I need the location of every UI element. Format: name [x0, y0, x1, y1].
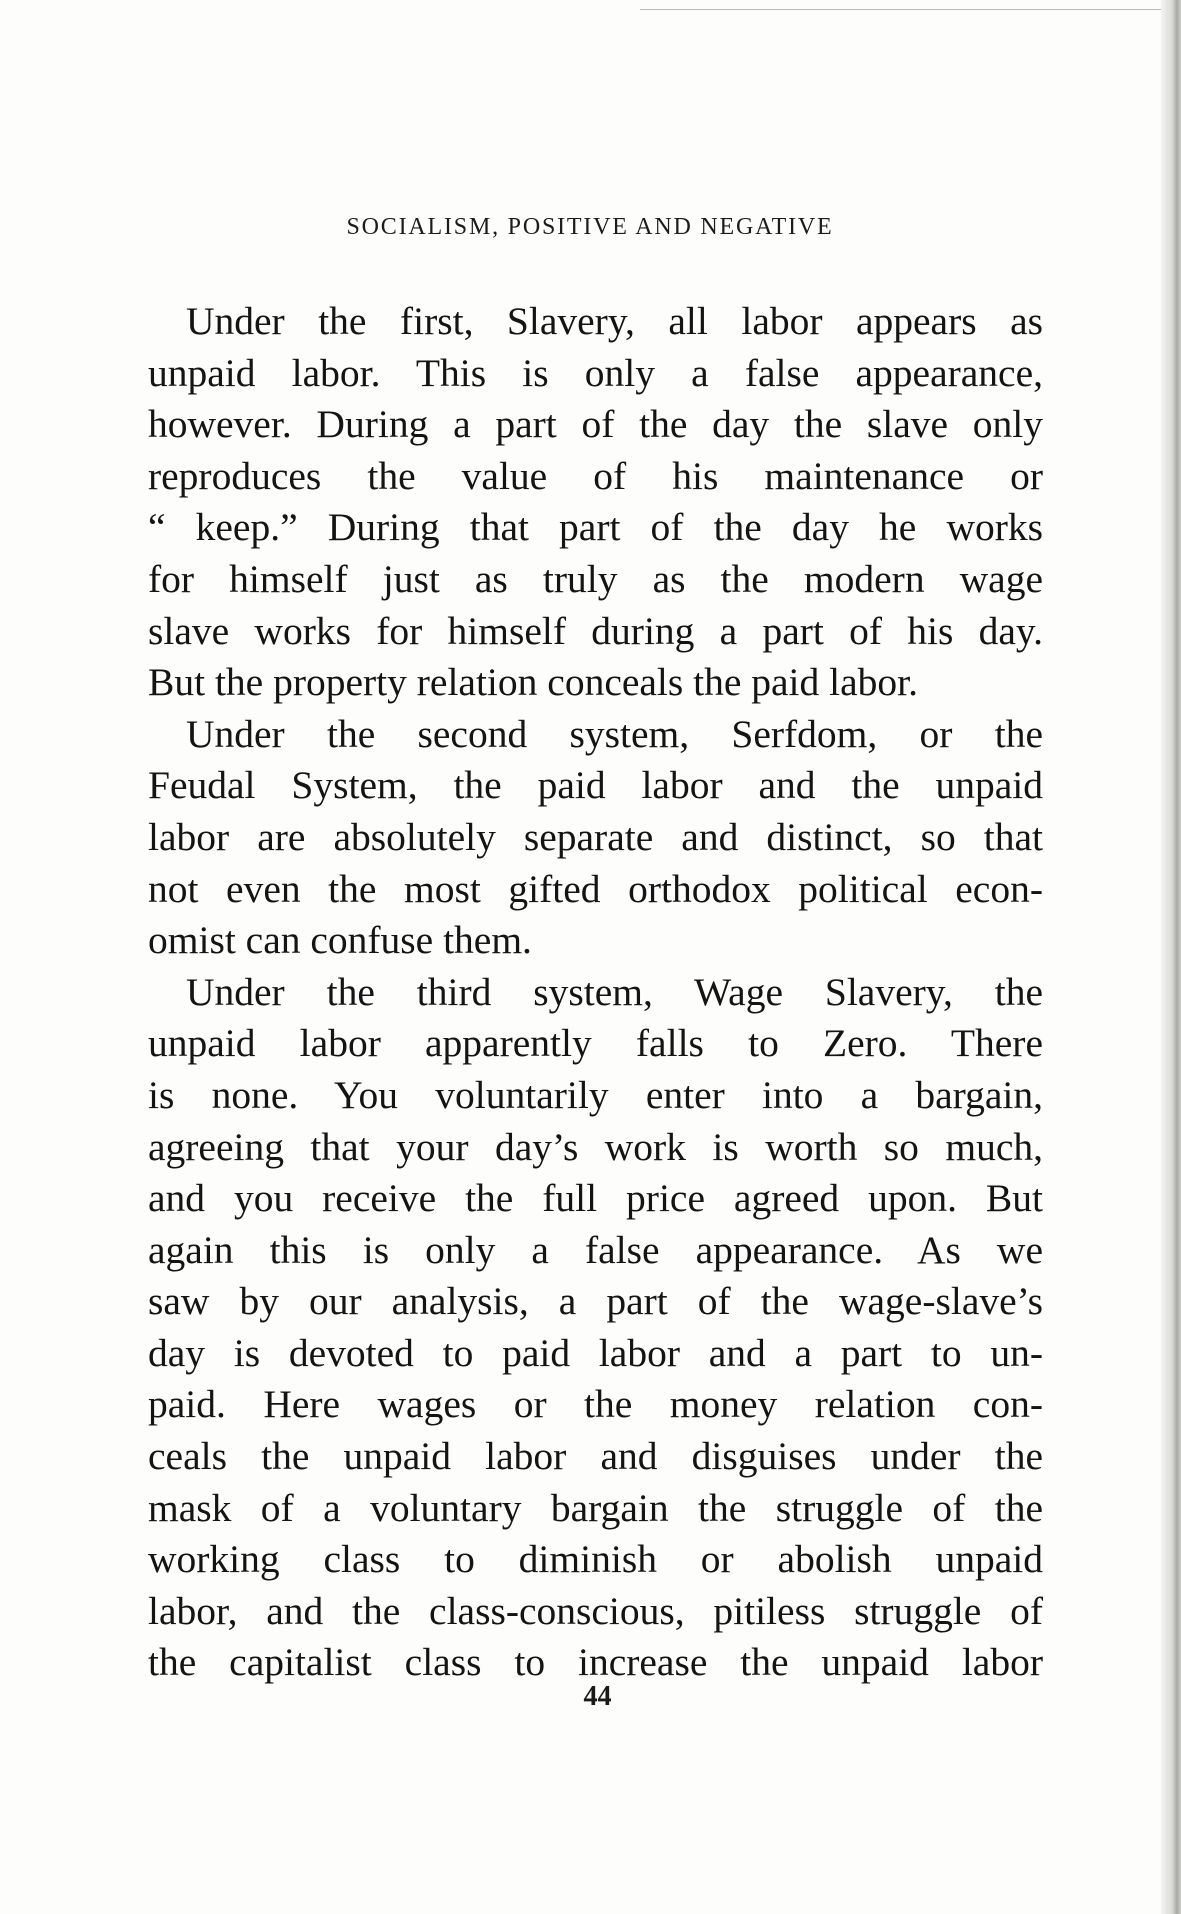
text-line: Under the third system, Wage Slavery, the: [186, 969, 1043, 1014]
text-line: omist can confuse them.: [148, 918, 532, 963]
page-edge-shadow: [1161, 0, 1181, 1914]
text-line: slave works for himself during a part of his day.: [148, 608, 1043, 653]
text-line: Under the second system, Serfdom, or the: [186, 711, 1043, 756]
text-line: again this is only a false appearance. As we: [148, 1227, 1043, 1272]
body-text: [148, 296, 1043, 1689]
page-top-rule: [640, 9, 1165, 10]
text-line: “ keep.” During that part of the day he works: [148, 505, 1043, 550]
running-head: SOCIALISM, POSITIVE AND NEGATIVE: [346, 214, 834, 240]
text-line: agreeing that your day’s work is worth so much,: [148, 1124, 1043, 1169]
text-line: reproduces the value of his maintenance or: [148, 453, 1043, 498]
text-line: not even the most gifted orthodox political econ-: [148, 866, 1043, 911]
text-line: But the property relation conceals the paid labor.: [148, 660, 918, 705]
text-line: for himself just as truly as the modern wage: [148, 556, 1043, 601]
text-line: unpaid labor. This is only a false appearance,: [148, 350, 1043, 395]
text-line: however. During a part of the day the slave only: [148, 402, 1043, 447]
text-line: labor, and the class-conscious, pitiless struggle of: [148, 1588, 1043, 1633]
text-line: Feudal System, the paid labor and the unpaid: [148, 763, 1043, 808]
text-line: labor are absolutely separate and distinct, so that: [148, 814, 1043, 859]
text-line: Under the first, Slavery, all labor appears as: [186, 299, 1043, 343]
text-line: is none. You voluntarily enter into a bargain,: [148, 1072, 1043, 1117]
text-line: and you receive the full price agreed upon. But: [148, 1176, 1043, 1221]
text-line: working class to diminish or abolish unpaid: [148, 1537, 1043, 1582]
text-line: mask of a voluntary bargain the struggle of the: [148, 1485, 1043, 1530]
text-line: paid. Here wages or the money relation con-: [148, 1382, 1043, 1427]
text-line: saw by our analysis, a part of the wage-slave’s: [148, 1279, 1043, 1324]
text-line: unpaid labor apparently falls to Zero. There: [148, 1021, 1043, 1066]
page-number: 44: [583, 1681, 612, 1712]
text-line: day is devoted to paid labor and a part to un-: [148, 1330, 1043, 1375]
text-line: ceals the unpaid labor and disguises under the: [148, 1434, 1043, 1479]
text-line: the capitalist class to increase the unpaid labor: [148, 1640, 1043, 1685]
